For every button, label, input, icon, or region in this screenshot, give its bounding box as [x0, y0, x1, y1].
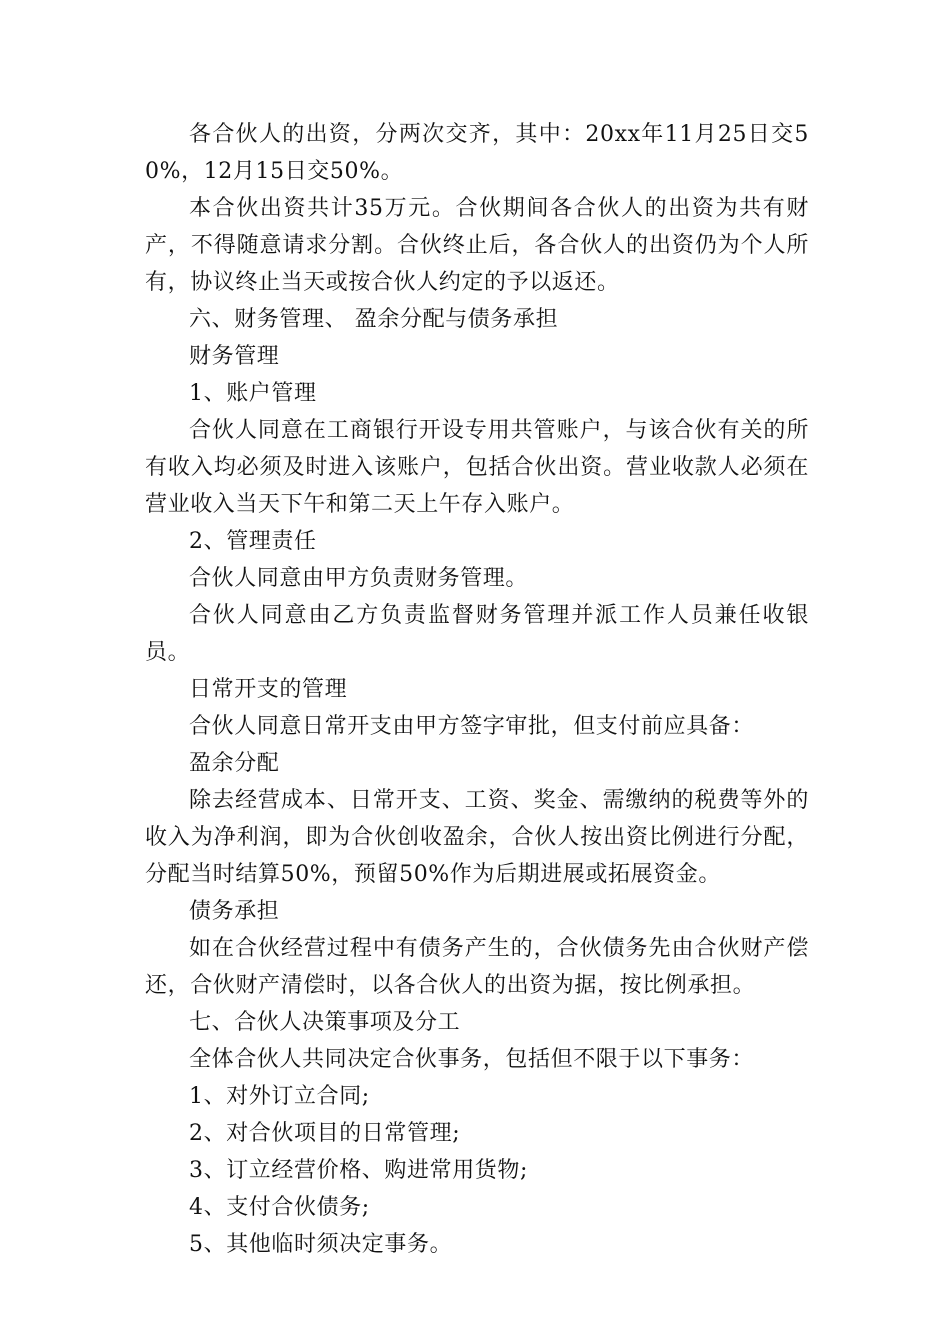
- section-heading-six: 六、财务管理、 盈余分配与债务承担: [189, 307, 559, 332]
- list-item-other-matters: 5、其他临时须决定事务。: [189, 1232, 453, 1257]
- item-management-responsibility: 2、管理责任: [189, 529, 317, 554]
- section-heading-seven: 七、合伙人决策事项及分工: [189, 1010, 461, 1035]
- paragraph-debt-repayment: 如在合伙经营过程中有债务产生的，合伙债务先由合伙财产偿还，合伙财产清偿时，以各合伙人的出资为据，按比例承担。: [145, 936, 809, 998]
- paragraph-party-b-supervision: 合伙人同意由乙方负责监督财务管理并派工作人员兼任收银员。: [145, 603, 809, 665]
- subheading-debt: 债务承担: [189, 899, 280, 924]
- subheading-profit-distribution: 盈余分配: [189, 751, 280, 776]
- paragraph-total-contribution: 本合伙出资共计35万元。合伙期间各合伙人的出资为共有财产，不得随意请求分割。合伙终止后，各合伙人的出资仍为个人所有，协议终止当天或按合伙人约定的予以返还。: [145, 196, 809, 295]
- item-account-management: 1、账户管理: [189, 381, 317, 406]
- paragraph-contribution-schedule: 各合伙人的出资，分两次交齐，其中：20xx年11月25日交50%，12月15日交50%。: [145, 122, 809, 184]
- list-item-contracts: 1、对外订立合同;: [189, 1084, 370, 1109]
- paragraph-net-profit: 除去经营成本、日常开支、工资、奖金、需缴纳的税费等外的收入为净利润，即为合伙创收盈余，合伙人按出资比例进行分配，分配当时结算50%，预留50%作为后期进展或拓展资金。: [145, 788, 809, 887]
- document-body: [145, 116, 809, 1263]
- paragraph-party-a-finance: 合伙人同意由甲方负责财务管理。: [189, 566, 529, 591]
- paragraph-expense-approval: 合伙人同意日常开支由甲方签字审批，但支付前应具备：: [189, 714, 755, 739]
- paragraph-joint-decisions: 全体合伙人共同决定合伙事务，包括但不限于以下事务：: [189, 1047, 755, 1072]
- list-item-daily-management: 2、对合伙项目的日常管理;: [189, 1121, 461, 1146]
- list-item-pay-debts: 4、支付合伙债务;: [189, 1195, 370, 1220]
- subheading-financial-management: 财务管理: [189, 344, 280, 369]
- list-item-pricing: 3、订立经营价格、购进常用货物;: [189, 1158, 529, 1183]
- paragraph-bank-account: 合伙人同意在工商银行开设专用共管账户，与该合伙有关的所有收入均必须及时进入该账户，包括合伙出资。营业收款人必须在营业收入当天下午和第二天上午存入账户。: [145, 418, 809, 517]
- subheading-daily-expenses: 日常开支的管理: [189, 677, 348, 702]
